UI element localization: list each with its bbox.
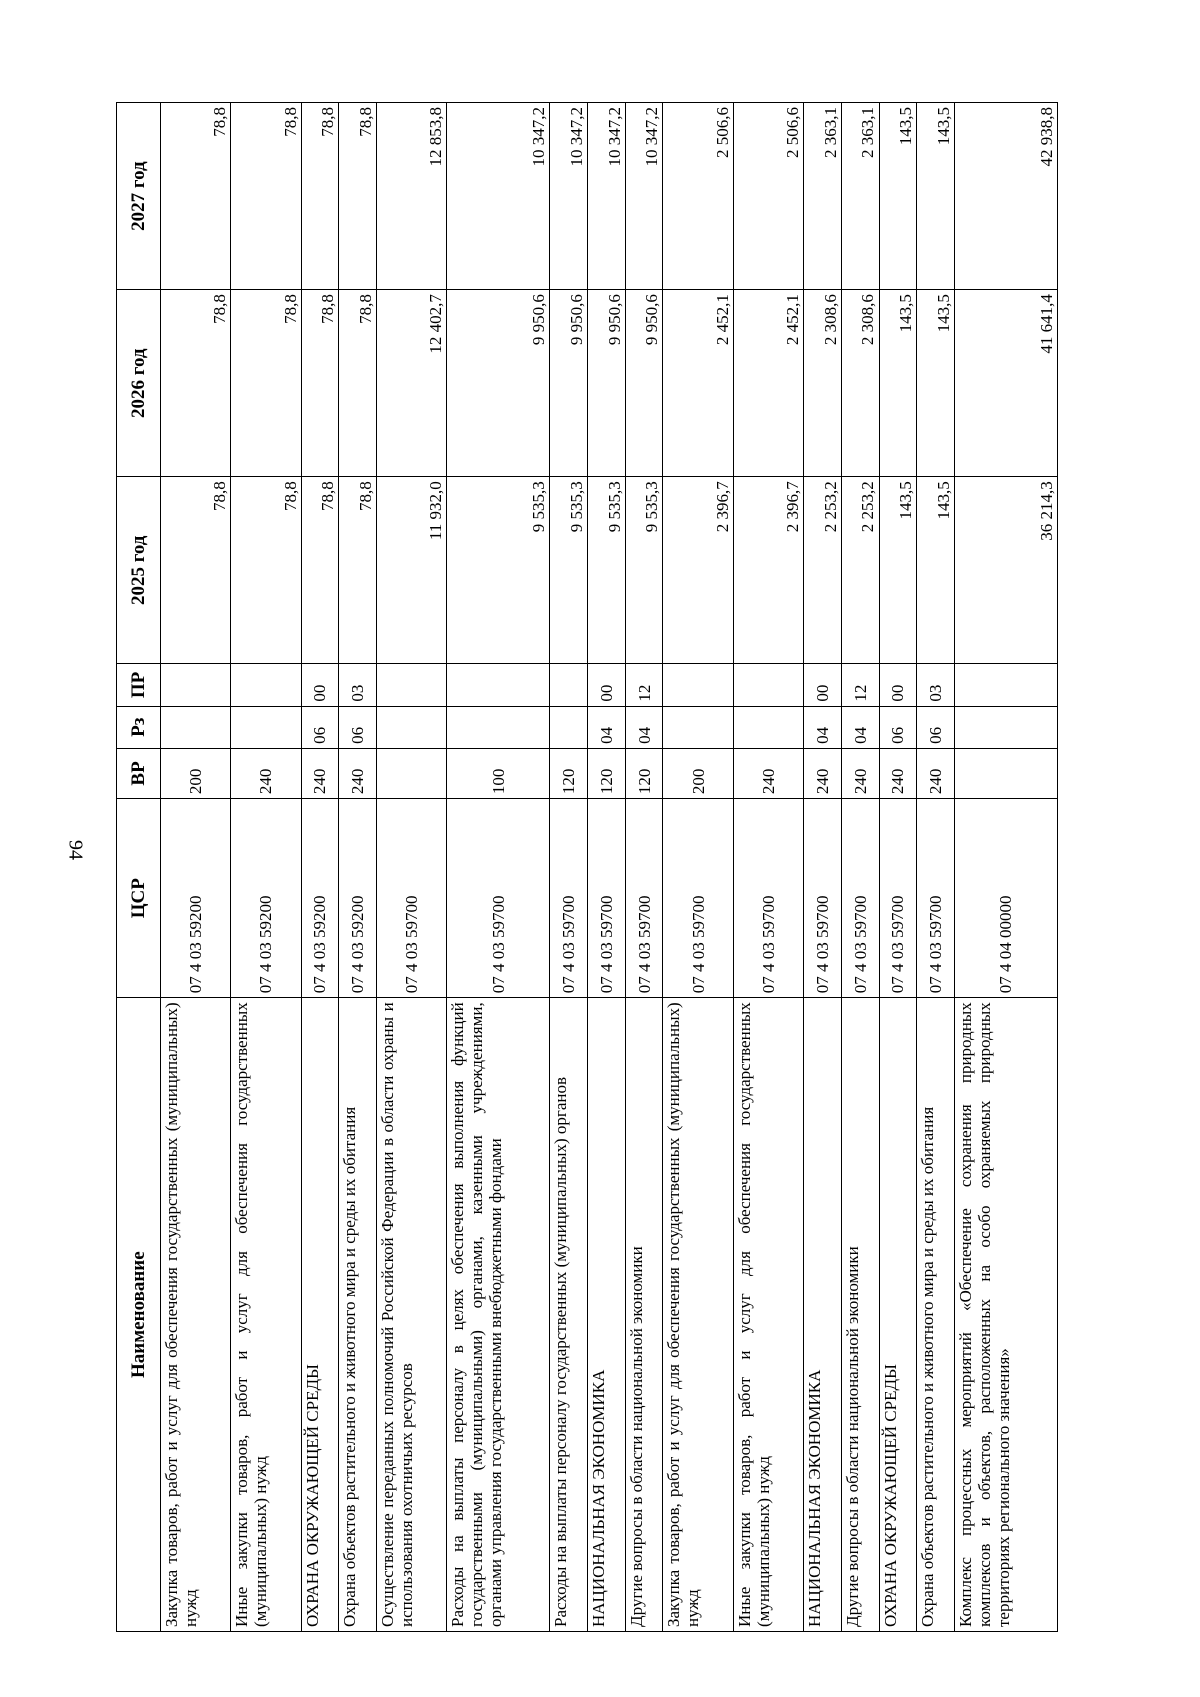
cell-y2027: 143,5 — [879, 103, 917, 290]
cell-y2027: 2 506,6 — [663, 103, 733, 290]
cell-vr: 100 — [447, 748, 550, 798]
table-row — [954, 103, 1057, 1632]
cell-pr — [550, 664, 588, 706]
header-name: Наименование — [117, 998, 161, 1632]
cell-name: Расходы на выплаты персоналу государственных (муниципальных) органов — [550, 998, 588, 1632]
cell-y2025: 9 535,3 — [625, 477, 663, 664]
cell-rz: 06 — [339, 706, 377, 748]
cell-vr: 240 — [339, 748, 377, 798]
cell-y2027: 2 363,1 — [804, 103, 842, 290]
table-row — [879, 103, 917, 1632]
cell-y2027: 78,8 — [339, 103, 377, 290]
header-pr: ПР — [117, 664, 161, 706]
cell-y2027: 78,8 — [161, 103, 231, 290]
cell-y2025: 9 535,3 — [588, 477, 626, 664]
cell-rz — [663, 706, 733, 748]
header-2025: 2025 год — [117, 477, 161, 664]
cell-name: Иные закупки товаров, работ и услуг для обеспечения государственных (муниципальных) нужд — [733, 998, 803, 1632]
table-row — [447, 103, 550, 1632]
cell-pr: 00 — [588, 664, 626, 706]
cell-pr — [377, 664, 447, 706]
cell-name: ОХРАНА ОКРУЖАЮЩЕЙ СРЕДЫ — [879, 998, 917, 1632]
cell-y2026: 12 402,7 — [377, 290, 447, 477]
cell-y2027: 143,5 — [917, 103, 955, 290]
cell-vr: 240 — [879, 748, 917, 798]
table-row — [301, 103, 339, 1632]
table-row — [917, 103, 955, 1632]
cell-y2026: 9 950,6 — [588, 290, 626, 477]
cell-vr — [954, 748, 1057, 798]
cell-rz: 04 — [804, 706, 842, 748]
cell-y2026: 2 308,6 — [841, 290, 879, 477]
cell-y2025: 2 396,7 — [663, 477, 733, 664]
table-row — [804, 103, 842, 1632]
cell-y2027: 10 347,2 — [447, 103, 550, 290]
cell-pr: 00 — [804, 664, 842, 706]
cell-pr — [231, 664, 301, 706]
cell-y2025: 78,8 — [301, 477, 339, 664]
cell-y2025: 78,8 — [339, 477, 377, 664]
cell-name: НАЦИОНАЛЬНАЯ ЭКОНОМИКА — [588, 998, 626, 1632]
cell-csr: 07 4 03 59200 — [301, 799, 339, 998]
cell-vr: 120 — [625, 748, 663, 798]
table-row — [339, 103, 377, 1632]
cell-vr: 200 — [663, 748, 733, 798]
cell-y2027: 78,8 — [231, 103, 301, 290]
cell-y2026: 143,5 — [917, 290, 955, 477]
cell-y2026: 143,5 — [879, 290, 917, 477]
cell-vr: 240 — [231, 748, 301, 798]
cell-name: Осуществление переданных полномочий Российской Федерации в области охраны и использования охотничьих ресурсов — [377, 998, 447, 1632]
cell-pr — [954, 664, 1057, 706]
cell-y2025: 78,8 — [161, 477, 231, 664]
cell-csr: 07 4 04 00000 — [954, 799, 1057, 998]
cell-pr — [663, 664, 733, 706]
cell-csr: 07 4 03 59200 — [231, 799, 301, 998]
cell-y2025: 2 396,7 — [733, 477, 803, 664]
cell-y2026: 2 308,6 — [804, 290, 842, 477]
cell-y2025: 9 535,3 — [447, 477, 550, 664]
table-header-row — [117, 103, 161, 1632]
cell-pr: 12 — [625, 664, 663, 706]
cell-y2027: 42 938,8 — [954, 103, 1057, 290]
cell-csr: 07 4 03 59700 — [804, 799, 842, 998]
table-row — [161, 103, 231, 1632]
cell-vr: 240 — [917, 748, 955, 798]
cell-y2027: 2 506,6 — [733, 103, 803, 290]
cell-rz — [954, 706, 1057, 748]
cell-rz: 04 — [625, 706, 663, 748]
cell-vr: 240 — [733, 748, 803, 798]
cell-vr: 120 — [588, 748, 626, 798]
header-csr: ЦСР — [117, 799, 161, 998]
cell-vr: 240 — [841, 748, 879, 798]
cell-vr — [377, 748, 447, 798]
cell-rz: 04 — [841, 706, 879, 748]
cell-rz — [377, 706, 447, 748]
header-rz: Рз — [117, 706, 161, 748]
cell-y2026: 9 950,6 — [625, 290, 663, 477]
table-row — [663, 103, 733, 1632]
cell-y2025: 11 932,0 — [377, 477, 447, 664]
cell-csr: 07 4 03 59700 — [733, 799, 803, 998]
cell-name: Комплекс процессных мероприятий «Обеспечение сохранения природных комплексов и объектов, расположенных на особо охраняемых природных территориях регионального значения» — [954, 998, 1057, 1632]
cell-rz: 06 — [301, 706, 339, 748]
cell-y2027: 12 853,8 — [377, 103, 447, 290]
cell-pr: 03 — [917, 664, 955, 706]
cell-y2025: 9 535,3 — [550, 477, 588, 664]
table-row — [588, 103, 626, 1632]
cell-name: Охрана объектов растительного и животного мира и среды их обитания — [917, 998, 955, 1632]
cell-pr: 00 — [301, 664, 339, 706]
cell-csr: 07 4 03 59700 — [550, 799, 588, 998]
cell-y2025: 143,5 — [879, 477, 917, 664]
cell-vr: 240 — [301, 748, 339, 798]
cell-y2026: 2 452,1 — [663, 290, 733, 477]
cell-csr: 07 4 03 59200 — [339, 799, 377, 998]
cell-pr: 12 — [841, 664, 879, 706]
cell-rz — [161, 706, 231, 748]
cell-csr: 07 4 03 59700 — [588, 799, 626, 998]
cell-pr — [733, 664, 803, 706]
table-row — [625, 103, 663, 1632]
cell-y2025: 36 214,3 — [954, 477, 1057, 664]
cell-csr: 07 4 03 59200 — [161, 799, 231, 998]
cell-name: Охрана объектов растительного и животного мира и среды их обитания — [339, 998, 377, 1632]
cell-pr — [161, 664, 231, 706]
cell-vr: 120 — [550, 748, 588, 798]
cell-name: Иные закупки товаров, работ и услуг для обеспечения государственных (муниципальных) нужд — [231, 998, 301, 1632]
cell-csr: 07 4 03 59700 — [625, 799, 663, 998]
table-row — [841, 103, 879, 1632]
cell-y2026: 78,8 — [339, 290, 377, 477]
header-2026: 2026 год — [117, 290, 161, 477]
cell-csr: 07 4 03 59700 — [917, 799, 955, 998]
cell-y2026: 78,8 — [301, 290, 339, 477]
cell-name: Закупка товаров, работ и услуг для обеспечения государственных (муниципальных) нужд — [663, 998, 733, 1632]
cell-csr: 07 4 03 59700 — [377, 799, 447, 998]
cell-pr: 00 — [879, 664, 917, 706]
cell-name: Другие вопросы в области национальной экономики — [625, 998, 663, 1632]
cell-csr: 07 4 03 59700 — [879, 799, 917, 998]
cell-rz — [733, 706, 803, 748]
cell-csr: 07 4 03 59700 — [447, 799, 550, 998]
cell-csr: 07 4 03 59700 — [841, 799, 879, 998]
cell-y2026: 78,8 — [231, 290, 301, 477]
cell-vr: 240 — [804, 748, 842, 798]
cell-csr: 07 4 03 59700 — [663, 799, 733, 998]
cell-y2026: 9 950,6 — [447, 290, 550, 477]
table-row — [550, 103, 588, 1632]
cell-rz: 04 — [588, 706, 626, 748]
cell-y2025: 2 253,2 — [804, 477, 842, 664]
cell-name: Другие вопросы в области национальной экономики — [841, 998, 879, 1632]
cell-y2027: 10 347,2 — [588, 103, 626, 290]
cell-y2026: 9 950,6 — [550, 290, 588, 477]
cell-rz — [550, 706, 588, 748]
header-vr: ВР — [117, 748, 161, 798]
cell-vr: 200 — [161, 748, 231, 798]
table-row — [231, 103, 301, 1632]
cell-name: Расходы на выплаты персоналу в целях обеспечения выполнения функций государственными (муниципальными) органами, казенными учреждениями, органами управления государственными внебюджетными фондами — [447, 998, 550, 1632]
rotated-table-wrapper — [116, 102, 1058, 1632]
page-number: 94 — [64, 840, 87, 860]
cell-y2025: 143,5 — [917, 477, 955, 664]
cell-y2027: 10 347,2 — [550, 103, 588, 290]
table-row — [733, 103, 803, 1632]
budget-table — [116, 102, 1058, 1632]
cell-y2027: 2 363,1 — [841, 103, 879, 290]
header-2027: 2027 год — [117, 103, 161, 290]
cell-rz — [447, 706, 550, 748]
cell-pr: 03 — [339, 664, 377, 706]
cell-rz — [231, 706, 301, 748]
cell-rz: 06 — [917, 706, 955, 748]
cell-y2027: 10 347,2 — [625, 103, 663, 290]
cell-name: ОХРАНА ОКРУЖАЮЩЕЙ СРЕДЫ — [301, 998, 339, 1632]
table-row — [377, 103, 447, 1632]
cell-y2026: 78,8 — [161, 290, 231, 477]
cell-y2026: 41 641,4 — [954, 290, 1057, 477]
cell-name: НАЦИОНАЛЬНАЯ ЭКОНОМИКА — [804, 998, 842, 1632]
cell-y2026: 2 452,1 — [733, 290, 803, 477]
cell-y2025: 78,8 — [231, 477, 301, 664]
cell-y2027: 78,8 — [301, 103, 339, 290]
cell-y2025: 2 253,2 — [841, 477, 879, 664]
cell-name: Закупка товаров, работ и услуг для обеспечения государственных (муниципальных) нужд — [161, 998, 231, 1632]
cell-rz: 06 — [879, 706, 917, 748]
cell-pr — [447, 664, 550, 706]
